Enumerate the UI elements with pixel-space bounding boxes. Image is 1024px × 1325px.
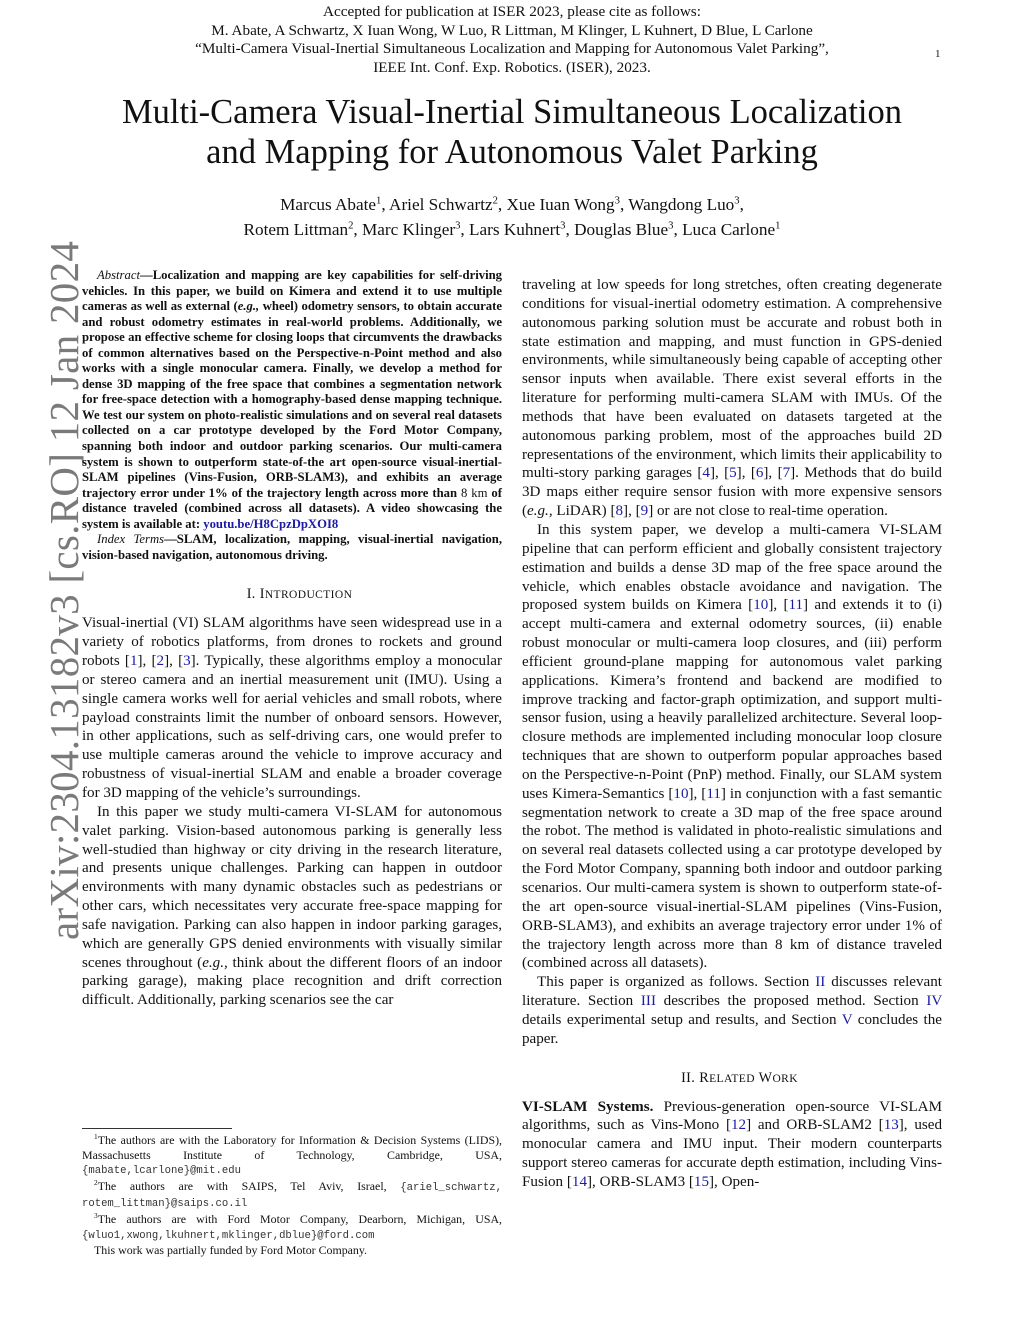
intro-paragraph: In this paper we study multi-camera VI-SLAM for autonomous valet parking. Vision-based autonomous parking is generally less well-studied than highway or city driving in the research literature, and presents unique challenges. Parking can happen in outdoor environments with many dynamic obstacles such as pedestrians or other cars, which necessitates very accurate free-space mapping for safe navigation. Parking can also happen in indoor parking garages, which are generally GPS denied environments with visually similar scenes throughout (e.g., think about the different floors of an indoor parking garage), making place recognition and drift correction difficult. Additionally, parking scenarios see the car: [82, 803, 502, 1009]
citation-link[interactable]: 12: [730, 1117, 747, 1134]
citation-link[interactable]: 11: [788, 597, 804, 614]
author: Xue Iuan Wong$^3$: [506, 195, 620, 214]
paper-title: [0, 92, 1024, 172]
section-heading-related-work: II. RELATED WORK: [681, 1069, 798, 1086]
related-work-paragraph: VI-SLAM Systems. Previous-generation open-source VI-SLAM algorithms, such as Vins-Mono [12] and ORB-SLAM2 [13], used monocular camera and IMU input. Their modern counterparts support stereo cameras for accurate depth estimation, including Vins-Fusion [14], ORB-SLAM3 [15], Open-: [522, 1098, 943, 1190]
title-line: Multi-Camera Visual-Inertial Simultaneous Localization: [121, 93, 903, 131]
footnote: $^1$The authors are with the Laboratory for Information & Decision Systems (LIDS), Massachusetts Institute of Technology, Cambridge, USA, {mabate,lcarlone}@mit.edu: [82, 1132, 502, 1178]
citation-line: Accepted for publication at ISER 2023, please cite as follows:: [323, 3, 701, 20]
section-link[interactable]: II: [815, 974, 826, 991]
title-line: and Mapping for Autonomous Valet Parking: [206, 133, 818, 171]
citation-link[interactable]: 10: [673, 785, 689, 802]
citation-line: M. Abate, A Schwartz, X Iuan Wong, W Luo, R Littman, M Klinger, L Kuhnert, D Blue, L Carlone: [211, 21, 813, 39]
citation-link[interactable]: 1: [129, 653, 138, 670]
intro-paragraph: This paper is organized as follows. Section II discusses relevant literature. Section III describes the proposed method. Section IV details experimental setup and results, and Section V concludes the paper.: [522, 974, 942, 1047]
citation-link[interactable]: 13: [883, 1117, 899, 1134]
citation-link[interactable]: 6: [755, 465, 764, 482]
video-link[interactable]: youtu.be/H8CpzDpXOI8: [203, 516, 339, 531]
footnotes: [82, 1133, 502, 1258]
author-line: Marcus Abate$^1$, Ariel Schwartz$^2$, Xue Iuan Wong$^3$, Wangdong Luo$^3$,: [280, 195, 744, 214]
page-number: 1: [935, 48, 941, 60]
citation-link[interactable]: 15: [693, 1173, 710, 1190]
citation-link[interactable]: 14: [571, 1173, 587, 1190]
author-line: Rotem Littman$^2$, Marc Klinger$^3$, Lars Kuhnert$^3$, Douglas Blue$^3$, Luca Carlone$^1$: [243, 220, 781, 239]
citation-line: “Multi-Camera Visual-Inertial Simultaneous Localization and Mapping for Autonomous Valet Parking”,: [195, 40, 829, 58]
author: Luca Carlone$^1$: [682, 220, 781, 239]
author: Marc Klinger$^3$: [362, 220, 461, 239]
section-link[interactable]: IV: [926, 993, 942, 1010]
funding-note: This work was partially funded by Ford Motor Company.: [94, 1243, 368, 1258]
footnote: $^2$The authors are with SAIPS, Tel Aviv, Israel, {ariel_schwartz, rotem_littman}@saips.co.il: [82, 1177, 502, 1211]
right-column: [522, 276, 942, 1192]
author: Rotem Littman$^2$: [243, 220, 354, 239]
left-column: [82, 268, 502, 1010]
citation-link[interactable]: 8: [615, 503, 624, 520]
citation-line: IEEE Int. Conf. Exp. Robotics. (ISER), 2023.: [373, 58, 651, 76]
citation-link[interactable]: 7: [782, 465, 791, 482]
citation-link[interactable]: 10: [753, 597, 769, 614]
author: Lars Kuhnert$^3$: [469, 220, 566, 239]
intro-paragraph: Visual-inertial (VI) SLAM algorithms have seen widespread use in a variety of robotics platforms, from drones to rockets and ground robots [1], [2], [3]. Typically, these algorithms employ a monocular or stereo camera and an inertial measurement unit (IMU). Using a single camera works well for aerial vehicles and small robots, where payload constraints limit the number of onboard sensors. However, in other applications, such as self-driving cars, one would prefer to use multiple cameras around the vehicle to improve accuracy and robustness of visual-inertial SLAM and enable a broader coverage for 3D mapping of the vehicle’s surroundings.: [82, 615, 502, 801]
author: Ariel Schwartz$^2$: [389, 195, 498, 214]
section-link[interactable]: III: [640, 993, 656, 1010]
citation-link[interactable]: 3: [183, 653, 191, 670]
citation-link[interactable]: 2: [156, 653, 165, 670]
author: Wangdong Luo$^3$: [628, 195, 740, 214]
citation-link[interactable]: 9: [640, 503, 649, 520]
citation-link[interactable]: 11: [706, 785, 721, 802]
author: Marcus Abate$^1$: [280, 195, 382, 214]
citation-link[interactable]: 5: [729, 465, 737, 482]
abstract: Abstract—Localization and mapping are key capabilities for self-driving vehicles. In this paper, we build on Kimera and extend it to use multiple cameras as well as external (e.g., wheel) odometry sensors, to obtain accurate and robust odometry estimates in real-world problems. Additionally, we propose an effective scheme for closing loops that circumvents the drawbacks of common alternatives based on the Perspective-n-Point method and also works with a single monocular camera. Finally, we develop a method for dense 3D mapping of the free space that combines a segmentation network for free-space detection with a homography-based dense mapping technique. We test our system on photo-realistic simulations and on several real datasets collected on a car prototype developed by the Ford Motor Company, spanning both indoor and outdoor parking scenarios. Our multi-camera system is shown to outperform state-of-the art open-source visual-inertial-SLAM pipelines (Vins-Fusion, ORB-SLAM3), and exhibits an average trajectory error under 1% of the trajectory length across more than 8 km of distance traveled (combined across all datasets). A video showcasing the system is available at: youtu.be/H8CpzDpXOI8: [82, 268, 503, 531]
intro-paragraph: traveling at low speeds for long stretches, often creating degenerate conditions for visual-inertial odometry estimation. A comprehensive autonomous parking solution must be accurate and robust both in state estimation and mapping, and must function in GPS-denied environments, while simultaneously being capable of accepting other sensor inputs when available. There exist several efforts in the literature for performing multi-camera SLAM with IMUs. Of the methods that have been evaluated on datasets targeted at the autonomous parking problem, most of the approaches build 2D representations of the environment, which limits their applicability to multi-story parking garages [4], [5], [6], [7]. Methods that do build 3D maps either require sensor fusion with more expensive sensors (e.g., LiDAR) [8], [9] or are not close to real-time operation.: [522, 277, 942, 520]
arxiv-identifier: arXiv:2304.13182v3 [cs.RO] 12 Jan 2024: [41, 240, 87, 940]
section-heading-introduction: I. INTRODUCTION: [246, 586, 353, 603]
intro-paragraph: In this system paper, we develop a multi-camera VI-SLAM pipeline that can perform efficient and globally consistent trajectory estimation and builds a dense 3D map of the free space around the vehicle, which enables obstacle avoidance and navigation. The proposed system builds on Kimera [10], [11] and extends it to (i) accept multi-camera and external odometry sources, (ii) enable robust monocular or multi-camera loop closures, and (iii) perform efficient ground-plane mapping for autonomous valet parking applications. Kimera’s frontend and backend are modified to improve tracking and factor-graph optimization, and support multi-sensor fusion, using a heavily parallelized architecture. Several loop-closure methods are implemented including monocular loop closure techniques that are shown to outperform popular approaches based on the Perspective-n-Point (PnP) method. Finally, our SLAM system uses Kimera-Semantics [10], [11] in conjunction with a fast semantic segmentation network to create a 3D map of the free space around the robot. The method is validated in photo-realistic simulations and on several real datasets collected using a car prototype developed by the Ford Motor Company, spanning both indoor and outdoor parking scenarios. Our multi-camera system is shown to outperform state-of-the art open-source visual-inertial-SLAM pipelines (Vins-Fusion, ORB-SLAM3), and exhibits an average trajectory error under 1% of the trajectory length across more than 8 km of distance traveled (combined across all datasets).: [522, 521, 942, 972]
index-terms: Index Terms—SLAM, localization, mapping, visual-inertial navigation, vision-based navigation, autonomous driving.: [82, 532, 503, 562]
citation-link[interactable]: 4: [702, 465, 710, 482]
footnote-rule: [82, 1128, 232, 1129]
citation-header: [0, 3, 1024, 77]
footnote: $^3$The authors are with Ford Motor Company, Dearborn, Michigan, USA, {wluo1,xwong,lkuhnert,mklinger,dblue}@ford.com: [82, 1211, 502, 1242]
author: Douglas Blue$^3$: [574, 220, 674, 239]
author-list: [0, 192, 1024, 242]
section-link[interactable]: V: [841, 1011, 853, 1028]
